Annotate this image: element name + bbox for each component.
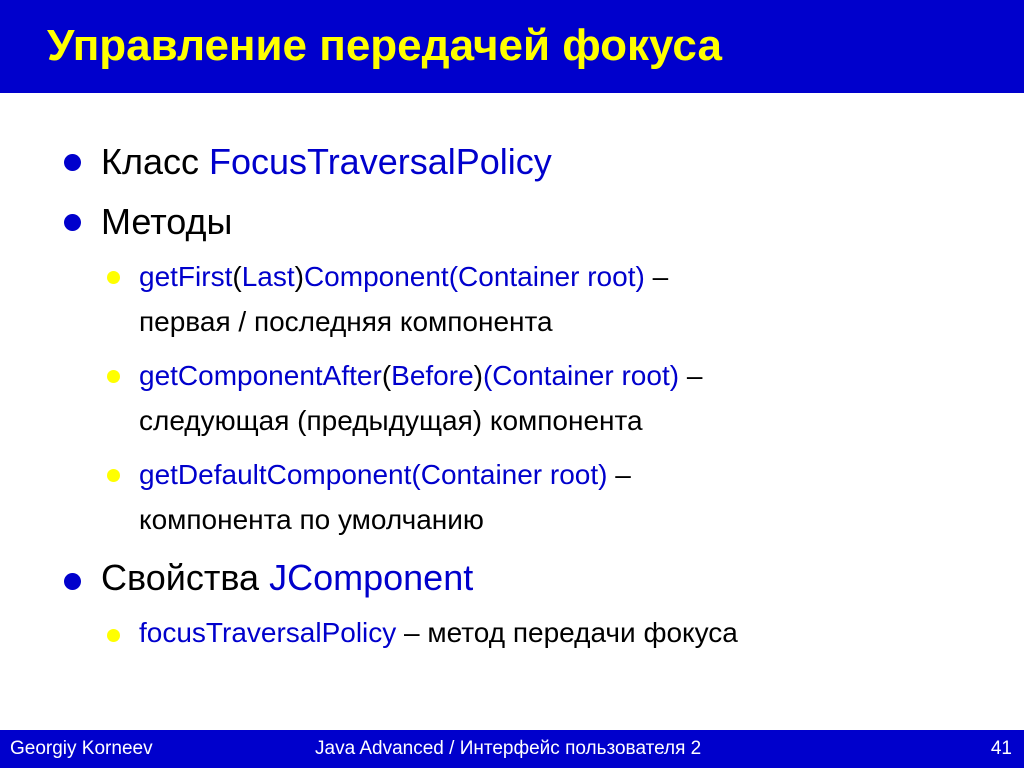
dash: – — [644, 261, 669, 292]
list-item-methods — [101, 200, 232, 244]
property-desc: – метод передачи фокуса — [396, 617, 738, 648]
property-name: focusTraversalPolicy — [139, 617, 397, 648]
class-name: JComponent — [269, 557, 474, 598]
sub-item-desc: первая / последняя компонента — [139, 306, 553, 337]
paren: ) — [294, 261, 304, 292]
method-name: getDefaultComponent(Container root) — [139, 459, 608, 490]
class-name: FocusTraversalPolicy — [209, 141, 552, 182]
method-signature: (Container root) — [482, 360, 680, 391]
sub-bullet-icon — [107, 370, 120, 383]
item-label: Свойства — [101, 557, 270, 598]
paren: ) — [473, 360, 483, 391]
sub-item-getcomponentafter — [139, 358, 702, 394]
sub-item-getdefaultcomponent — [139, 457, 631, 493]
paren: ( — [381, 360, 392, 391]
sub-item-desc: следующая (предыдущая) компонента — [139, 405, 643, 436]
sub-item-getfirst — [139, 259, 668, 295]
sub-item-desc: компонента по умолчанию — [139, 504, 484, 535]
footer-bar — [0, 730, 1024, 768]
method-signature: Component(Container root) — [303, 261, 645, 292]
sub-item-focustraversalpolicy — [139, 615, 738, 651]
method-name: getComponentAfter — [139, 360, 382, 391]
method-variant: Before — [391, 360, 474, 391]
method-variant: Last — [241, 261, 295, 292]
list-item-class — [101, 140, 552, 184]
list-item-properties — [101, 556, 473, 600]
bullet-icon — [64, 573, 81, 590]
bullet-icon — [64, 214, 81, 231]
item-label: Методы — [101, 201, 233, 242]
slide-title: Управление передачей фокуса — [47, 21, 722, 70]
sub-bullet-icon — [107, 271, 120, 284]
paren: ( — [232, 261, 242, 292]
method-name: getFirst — [139, 261, 233, 292]
footer-course: Java Advanced / Интерфейс пользователя 2 — [315, 738, 702, 759]
footer-author: Georgiy Korneev — [10, 738, 153, 759]
bullet-icon — [64, 154, 81, 171]
page-number: 41 — [990, 738, 1012, 759]
item-label: Класс — [101, 141, 209, 182]
sub-bullet-icon — [107, 469, 120, 482]
dash: – — [679, 360, 703, 391]
sub-bullet-icon — [107, 629, 120, 642]
dash: – — [607, 459, 631, 490]
